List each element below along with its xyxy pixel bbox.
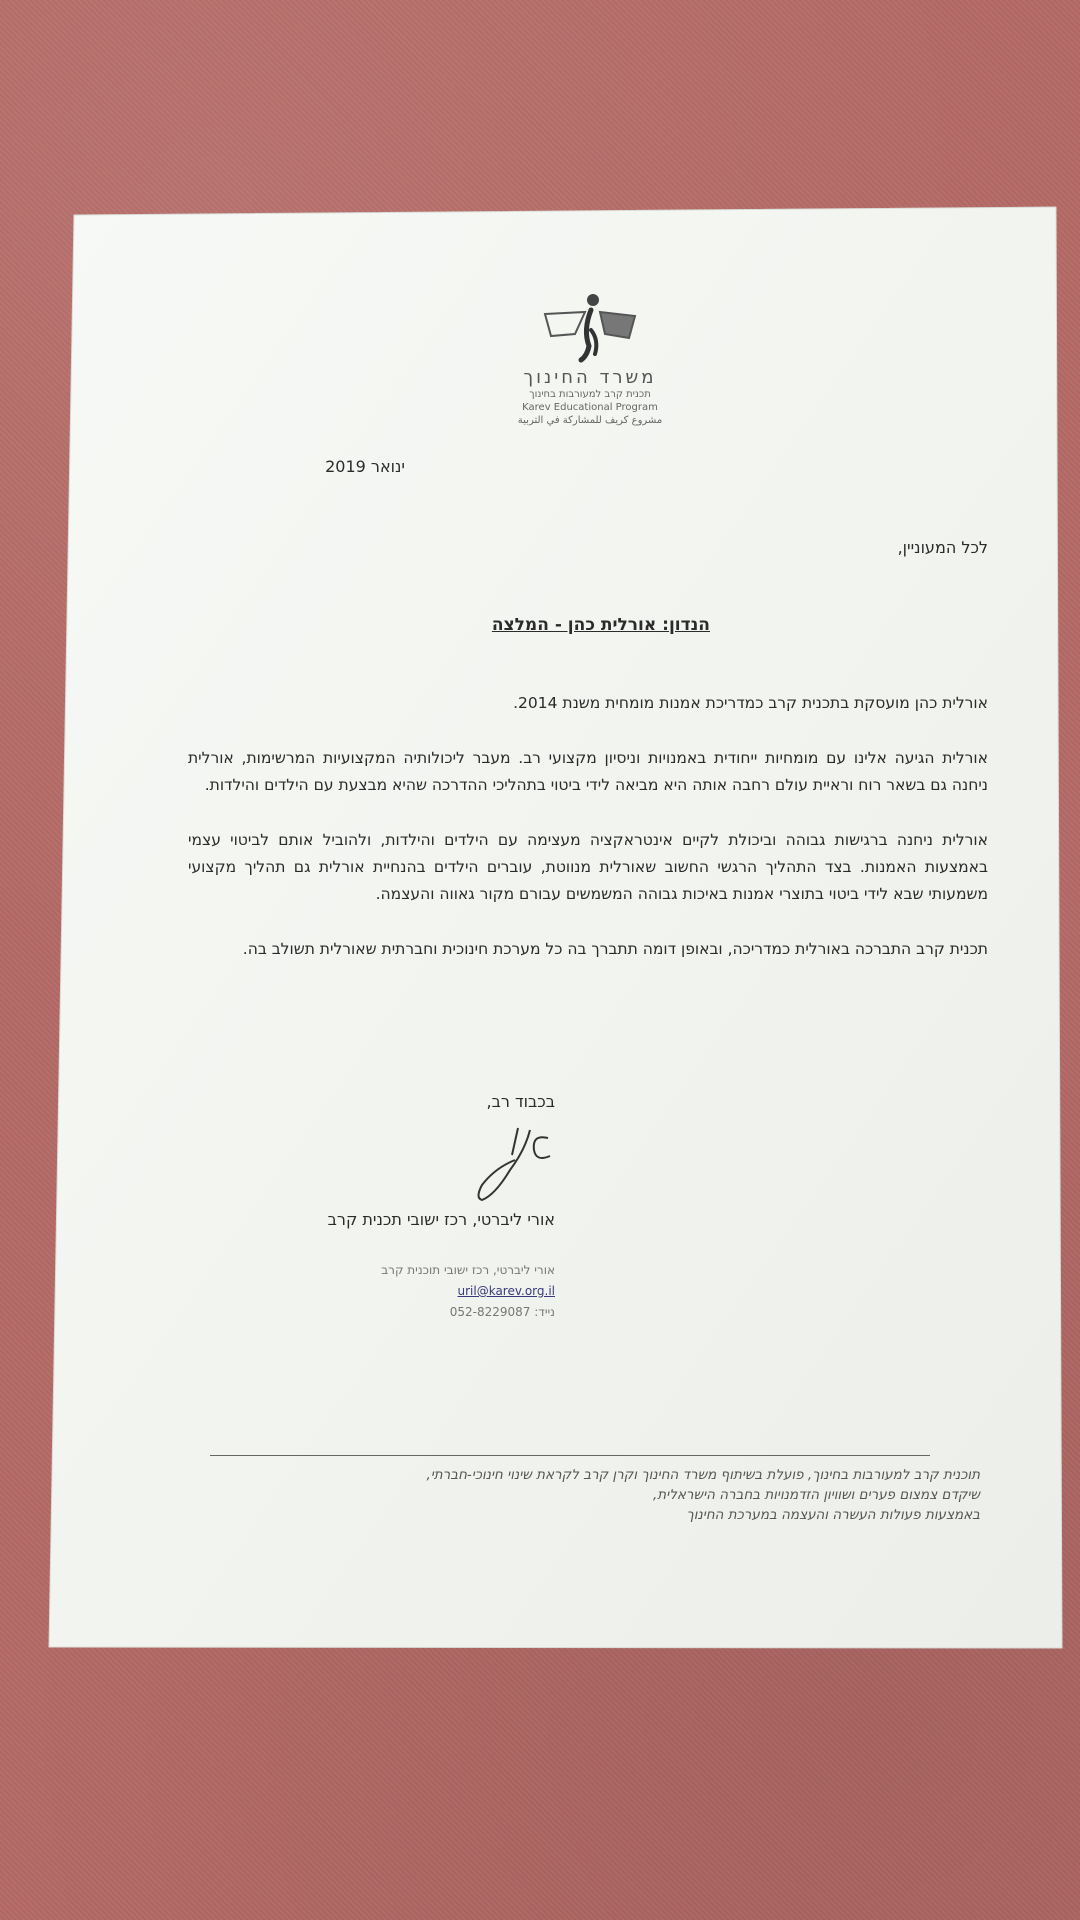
- signer-name: אורי ליברטי, רכז ישובי תכנית קרב: [327, 1210, 555, 1229]
- salutation: לכל המעוניין,: [897, 538, 988, 557]
- ministry-logo: [510, 290, 670, 440]
- program-name-arabic: مشروع كريف للمشاركة في التربية: [517, 415, 663, 426]
- subject-line: הנדון: אורלית כהן - המלצה: [491, 615, 710, 635]
- contact-email-link[interactable]: uril@karev.org.il: [457, 1284, 555, 1298]
- letter-content: [90, 210, 990, 1630]
- footer-line-1: תוכנית קרב למעורבות בחינוך, פועלת בשיתוף משרד החינוך וקרן קרב לקראת שינוי חינוכי-חברתי,: [426, 1467, 980, 1483]
- ministry-emblem-icon: [535, 290, 645, 365]
- paragraph-4: תכנית קרב התברכה באורלית כמדריכה, ובאופן דומה תתברך בה כל מערכת חינוכית וחברתית שאורלית תשולב בה.: [242, 940, 988, 958]
- letter-body: [188, 690, 988, 991]
- handwritten-signature: [470, 1110, 560, 1210]
- program-name-hebrew: תכנית קרב למעורבות בחינוך: [529, 389, 651, 400]
- footer-line-3: באמצעות פעולות העשרה והעצמה במערכת החינוך: [686, 1507, 980, 1523]
- paragraph-2: אורלית הגיעה אלינו עם מומחיות ייחודית באמנויות וניסיון מקצועי רב. מעבר ליכולותיה המקצועיות המרשימות, אורלית ניחנה גם בשאר רוח וראיית עולם רחבה אותה היא מביאה לידי ביטוי בתהליכי ההדרכה שהיא מבצעת עם הילדים והילדות.: [188, 749, 988, 794]
- ministry-name: משרד החינוך: [523, 367, 657, 388]
- paragraph-3: אורלית ניחנה ברגישות גבוהה וביכולת לקיים אינטראקציה מעצימה עם הילדים והילדות, ולהוביל אותם לביטוי עצמי באמצעות האמנות. בצד התהליך הרגשי החשוב שאורלית מנווטת, עוברים הילדים בהנחיית אורלית גם תהליך מקצועי משמעותי שבא לידי ביטוי בתוצרי אמנות באיכות גבוהה המשמשים עבורם מקור גאווה והעצמה.: [188, 831, 988, 903]
- contact-phone: נייד: 052-8229087: [449, 1305, 555, 1319]
- contact-name: אורי ליברטי, רכז ישובי תוכנית קרב: [381, 1263, 555, 1277]
- contact-block: [381, 1260, 555, 1323]
- signature-mark: [470, 1110, 560, 1210]
- footer-text: [260, 1465, 980, 1525]
- letter-date: ינואר 2019: [325, 457, 405, 476]
- footer-line-2: שיקדם צמצום פערים ושוויון הזדמנויות בחברה הישראלית,: [653, 1487, 980, 1503]
- program-name-english: Karev Educational Program: [522, 402, 658, 413]
- footer-divider: [210, 1455, 930, 1456]
- paragraph-1: אורלית כהן מועסקת בתכנית קרב כמדריכת אמנות מומחית משנת 2014.: [513, 694, 988, 712]
- closing: בכבוד רב,: [486, 1092, 555, 1111]
